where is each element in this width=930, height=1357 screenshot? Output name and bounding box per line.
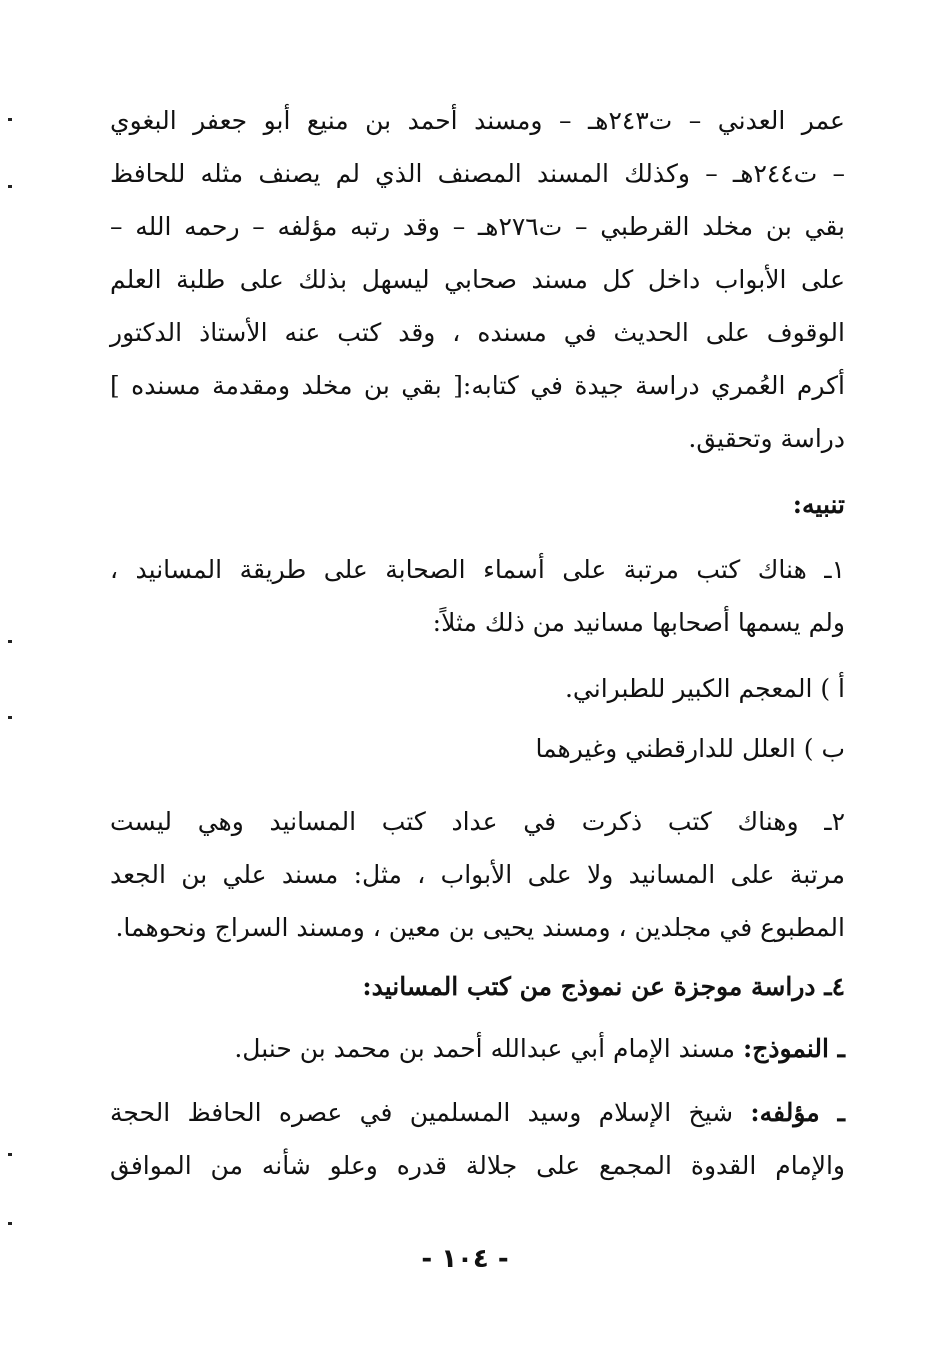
text-line: مرتبة على المسانيد ولا على الأبواب ، مثل: مسند علي بن الجعد — [110, 860, 845, 889]
text-line: أكرم العُمري دراسة جيدة في كتابه:[ بقي بن مخلد ومقدمة مسنده ] — [110, 371, 845, 400]
page-number: - ١٠٤ - — [421, 1244, 509, 1274]
text-line: ١ـ هناك كتب مرتبة على أسماء الصحابة على طريقة المسانيد ، — [110, 555, 845, 584]
text-line — [110, 1086, 845, 1139]
text-line: بقي بن مخلد القرطبي – ت٢٧٦هـ – وقد رتبه مؤلفه – رحمه الله – — [110, 212, 845, 241]
text-line: ولم يسمها أصحابها مسانيد من ذلك مثلاً: — [432, 608, 845, 637]
paragraph-note-1 — [110, 543, 845, 649]
heading-text: ٤ـ دراسة موجزة عن نموذج من كتب المسانيد: — [362, 972, 845, 1001]
text-line: على الأبواب داخل كل مسند صحابي ليسهل بذلك على طلبة العلم — [110, 265, 845, 294]
list-item-text: ب ) العلل للدارقطني وغيرهما — [535, 734, 845, 763]
text-line: الوقوف على الحديث في مسنده ، وقد كتب عنه الأستاذ الدكتور — [110, 318, 845, 347]
paragraph-author — [110, 1086, 845, 1192]
list-item-a — [110, 662, 845, 715]
margin-mark — [8, 716, 12, 719]
margin-mark — [8, 640, 12, 643]
list-item-b — [110, 722, 845, 775]
margin-mark — [8, 1153, 12, 1156]
field-value: مسند الإمام أبي عبدالله أحمد بن محمد بن حنبل. — [234, 1034, 743, 1063]
text-line: ٢ـ وهناك كتب ذكرت في عداد كتب المسانيد وهي ليست — [110, 807, 845, 836]
list-item-text: أ ) المعجم الكبير للطبراني. — [564, 674, 845, 703]
paragraph-musnad-baqi — [110, 94, 845, 465]
margin-mark — [8, 118, 12, 121]
margin-mark — [8, 185, 12, 188]
margin-mark — [8, 1222, 12, 1225]
text-line: – ت٢٤٤هـ – وكذلك المسند المصنف الذي لم يصنف مثله للحافظ — [110, 159, 845, 188]
field-label: ـ النموذج: — [742, 1034, 845, 1063]
text-line: عمر العدني – ت٢٤٣هـ – ومسند أحمد بن منيع أبو جعفر البغوي — [110, 106, 845, 135]
text-line: والإمام القدوة المجمع على جلالة قدره وعلو شأنه من الموافق — [110, 1151, 845, 1180]
field-label: ـ مؤلفه: — [750, 1098, 846, 1127]
text-line: المطبوع في مجلدين ، ومسند يحيى بن معين ، ومسند السراج ونحوهما. — [115, 913, 845, 942]
section-heading-study — [110, 960, 845, 1013]
text-line — [110, 1022, 845, 1075]
text-line: دراسة وتحقيق. — [688, 424, 845, 453]
heading-text: تنبيه: — [792, 490, 845, 519]
section-heading-note — [110, 478, 845, 531]
field-value: شيخ الإسلام وسيد المسلمين في عصره الحافظ الحجة — [110, 1098, 751, 1127]
paragraph-model — [110, 1022, 845, 1075]
paragraph-note-2 — [110, 795, 845, 954]
